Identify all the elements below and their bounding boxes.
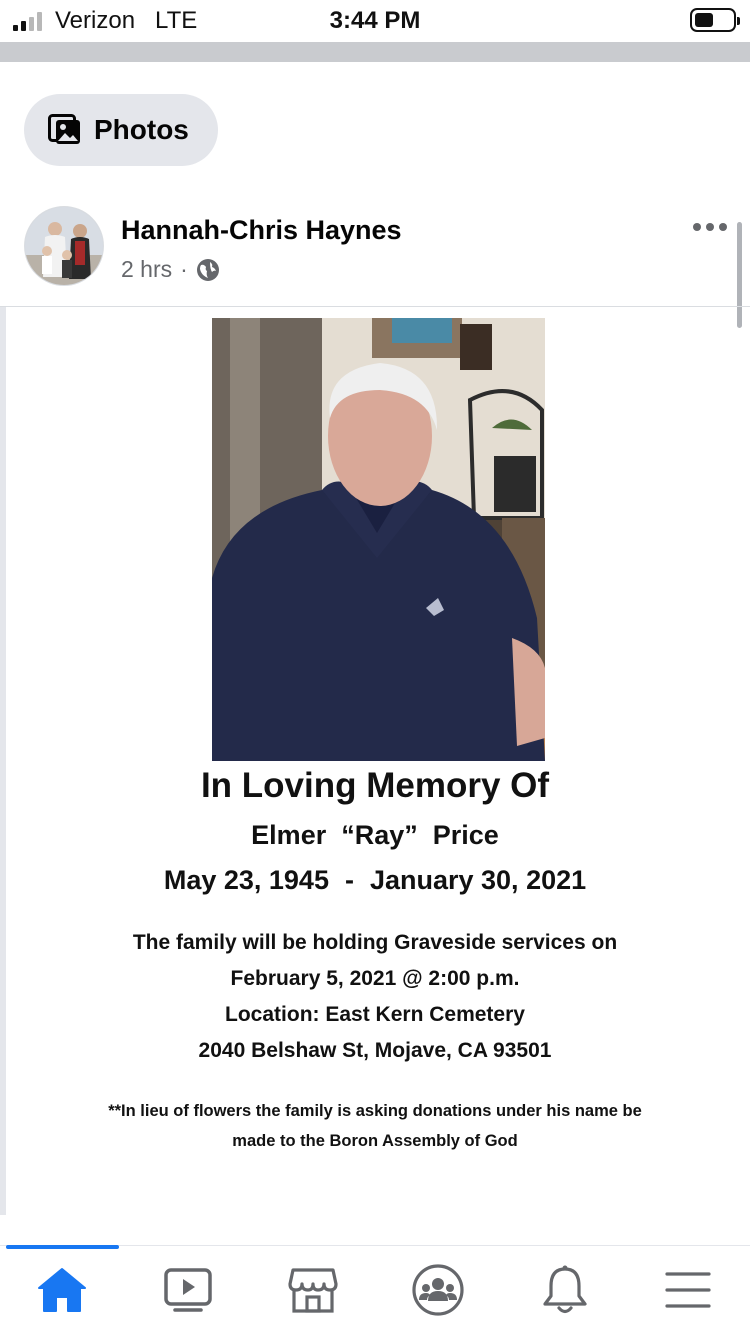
post-header-divider — [0, 306, 750, 307]
tab-groups[interactable] — [410, 1262, 466, 1318]
photos-chip-label: Photos — [94, 114, 189, 145]
tab-notifications[interactable] — [537, 1262, 593, 1318]
donation-note-line2: made to the Boron Assembly of God — [232, 1132, 518, 1150]
service-announcement: The family will be holding Graveside services on — [132, 931, 618, 954]
service-address: 2040 Belshaw St, Mojave, CA 93501 — [198, 1039, 552, 1062]
post-meta — [121, 256, 220, 283]
tab-menu[interactable] — [660, 1262, 716, 1318]
menu-icon — [664, 1268, 712, 1312]
memorial-photo-image — [212, 318, 545, 761]
memorial-photo[interactable] — [212, 318, 545, 761]
memorial-title: In Loving Memory Of — [200, 766, 550, 805]
photos-filter-chip[interactable] — [24, 94, 218, 166]
avatar-photo — [25, 207, 104, 286]
top-divider-band — [0, 42, 750, 62]
network-type: LTE — [155, 7, 198, 34]
service-location: Location: East Kern Cemetery — [225, 1003, 525, 1026]
active-tab-indicator — [6, 1245, 119, 1249]
service-date-time: February 5, 2021 @ 2:00 p.m. — [230, 967, 520, 990]
clock-time: 3:44 PM — [329, 7, 421, 34]
status-bar — [0, 0, 750, 42]
photos-icon — [48, 114, 82, 146]
date-separator: - — [344, 865, 354, 895]
memorial-dates — [0, 865, 750, 896]
author-avatar[interactable] — [24, 206, 104, 286]
donation-note-line1: **In lieu of flowers the family is asking donations under his name be — [108, 1102, 642, 1120]
tab-watch[interactable] — [160, 1262, 216, 1318]
video-icon — [163, 1267, 213, 1313]
groups-icon — [411, 1263, 465, 1317]
home-icon — [36, 1266, 88, 1314]
tab-home[interactable] — [34, 1262, 90, 1318]
battery-icon — [690, 8, 736, 32]
birth-date: May 23, 1945 — [163, 865, 329, 895]
death-date: January 30, 2021 — [369, 865, 587, 895]
bell-icon — [541, 1264, 589, 1316]
post-author-name[interactable]: Hannah-Chris Haynes — [121, 215, 402, 245]
tab-marketplace[interactable] — [285, 1262, 341, 1318]
content-left-edge — [0, 307, 6, 1215]
scrollbar[interactable] — [737, 222, 742, 328]
more-dots-icon[interactable] — [692, 221, 728, 233]
post-timestamp[interactable]: 2 hrs — [121, 256, 173, 282]
carrier-name: Verizon — [55, 7, 136, 34]
memorial-name: Elmer “Ray” Price — [251, 820, 499, 850]
meta-separator: · — [180, 256, 188, 282]
marketplace-icon — [287, 1266, 339, 1314]
globe-icon[interactable] — [196, 258, 220, 282]
